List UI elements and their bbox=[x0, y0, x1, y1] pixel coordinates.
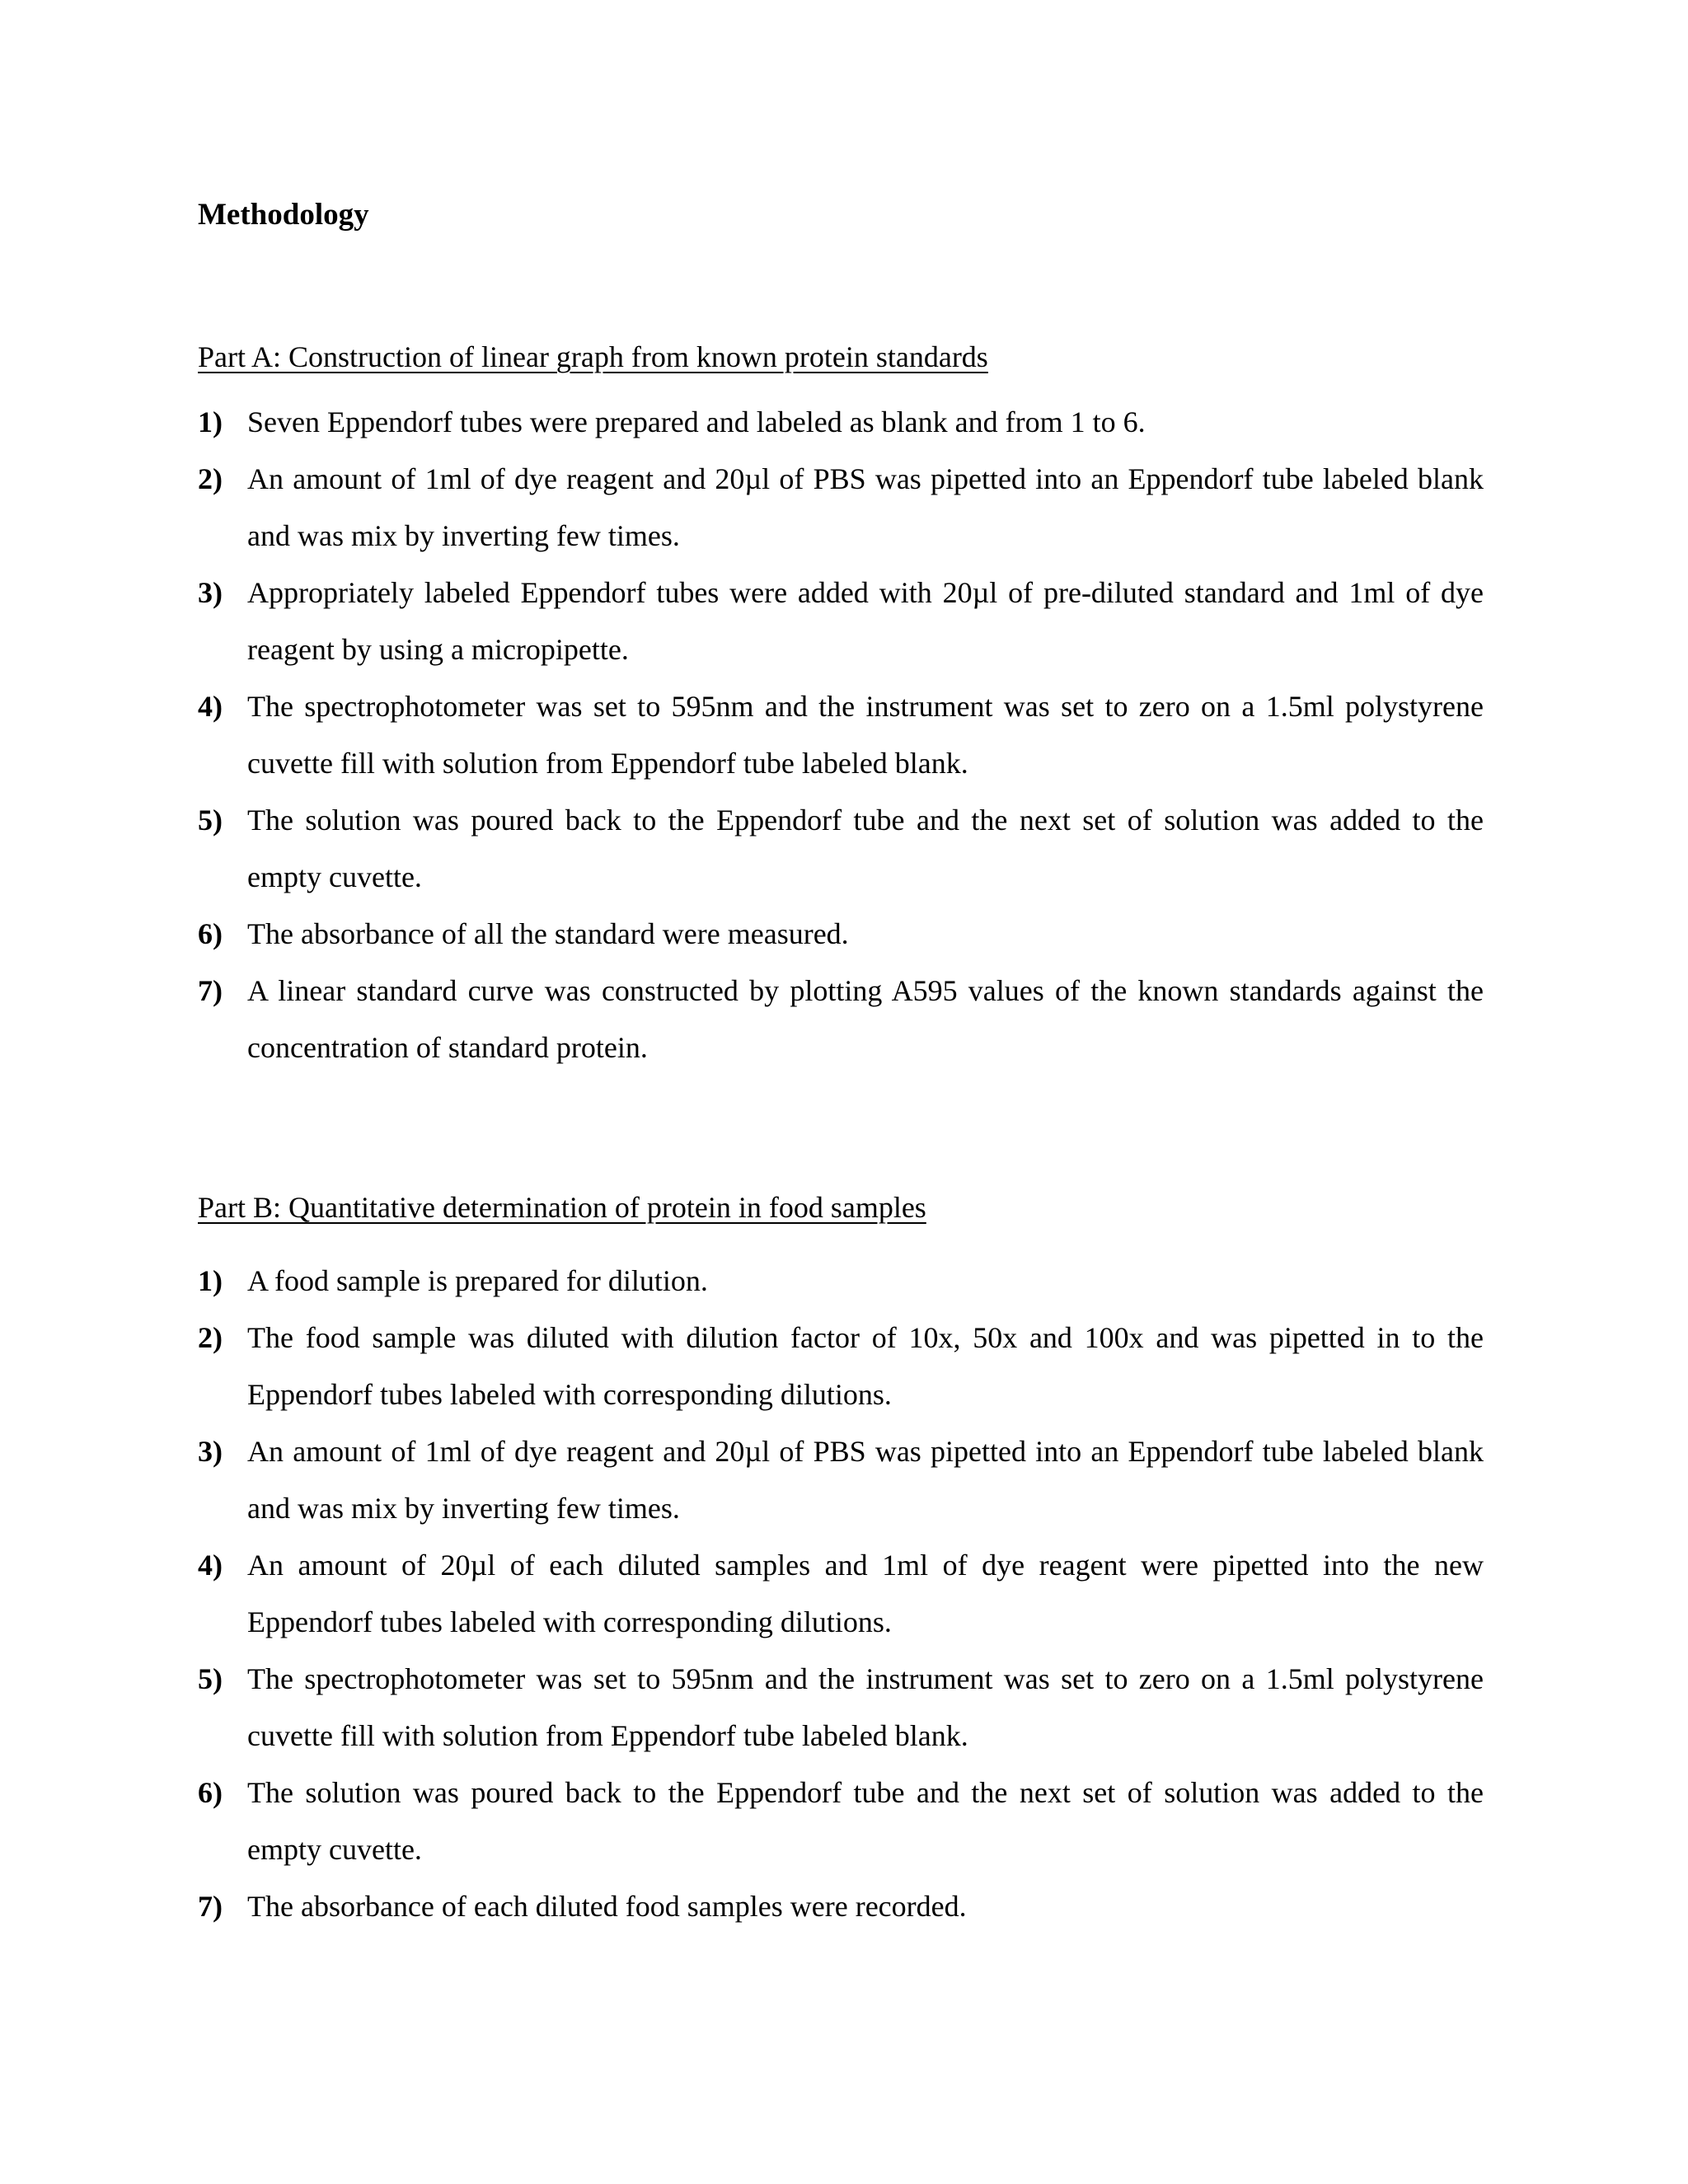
step-text: The absorbance of all the standard were measured. bbox=[247, 917, 849, 950]
list-item bbox=[198, 906, 1484, 963]
step-number: 6) bbox=[198, 917, 223, 950]
section-heading: Part B: Quantitative determination of protein in food samples bbox=[198, 1191, 926, 1224]
list-item bbox=[198, 565, 1484, 678]
list-item bbox=[198, 1651, 1484, 1765]
section-heading: Part A: Construction of linear graph from known protein standards bbox=[198, 340, 988, 373]
step-text: Seven Eppendorf tubes were prepared and labeled as blank and from 1 to 6. bbox=[247, 405, 1146, 438]
document-title: Methodology bbox=[198, 198, 369, 232]
step-text: The food sample was diluted with dilution factor of 10x, 50x and 100x and was pipetted in to the Eppendorf tubes labeled with corresponding dilutions. bbox=[247, 1321, 1484, 1411]
list-item bbox=[198, 394, 1484, 451]
step-number: 4) bbox=[198, 1549, 223, 1582]
step-text: An amount of 20µl of each diluted samples and 1ml of dye reagent were pipetted into the new Eppendorf tubes labeled with corresponding dilutions. bbox=[247, 1549, 1484, 1638]
step-number: 3) bbox=[198, 1435, 223, 1468]
section-part-a bbox=[198, 336, 1484, 1076]
step-text: The solution was poured back to the Eppendorf tube and the next set of solution was added to the empty cuvette. bbox=[247, 1776, 1484, 1866]
list-item bbox=[198, 1537, 1484, 1651]
step-list bbox=[198, 394, 1484, 1076]
step-number: 5) bbox=[198, 1662, 223, 1695]
step-text: The spectrophotometer was set to 595nm and the instrument was set to zero on a 1.5ml polystyrene cuvette fill with solution from Eppendorf tube labeled blank. bbox=[247, 1662, 1484, 1752]
step-text: The absorbance of each diluted food samples were recorded. bbox=[247, 1890, 967, 1923]
step-number: 4) bbox=[198, 690, 223, 723]
step-number: 2) bbox=[198, 462, 223, 495]
step-text: The spectrophotometer was set to 595nm and the instrument was set to zero on a 1.5ml polystyrene cuvette fill with solution from Eppendorf tube labeled blank. bbox=[247, 690, 1484, 780]
list-item bbox=[198, 451, 1484, 565]
list-item bbox=[198, 1878, 1484, 1935]
step-text: An amount of 1ml of dye reagent and 20µl of PBS was pipetted into an Eppendorf tube labeled blank and was mix by inverting few times. bbox=[247, 1435, 1484, 1525]
step-text: An amount of 1ml of dye reagent and 20µl of PBS was pipetted into an Eppendorf tube labeled blank and was mix by inverting few times. bbox=[247, 462, 1484, 552]
step-text: Appropriately labeled Eppendorf tubes were added with 20µl of pre-diluted standard and 1ml of dye reagent by using a micropipette. bbox=[247, 576, 1484, 666]
step-number: 7) bbox=[198, 974, 223, 1007]
step-number: 2) bbox=[198, 1321, 223, 1354]
list-item bbox=[198, 678, 1484, 792]
step-number: 5) bbox=[198, 804, 223, 837]
list-item bbox=[198, 963, 1484, 1076]
step-text: The solution was poured back to the Eppendorf tube and the next set of solution was added to the empty cuvette. bbox=[247, 804, 1484, 893]
list-item bbox=[198, 1253, 1484, 1310]
step-list bbox=[198, 1253, 1484, 1935]
step-number: 1) bbox=[198, 1264, 223, 1297]
step-text: A linear standard curve was constructed by plotting A595 values of the known standards against the concentration of standard protein. bbox=[247, 974, 1484, 1064]
list-item bbox=[198, 1310, 1484, 1423]
step-number: 1) bbox=[198, 405, 223, 438]
list-item bbox=[198, 1423, 1484, 1537]
list-item bbox=[198, 792, 1484, 906]
step-number: 3) bbox=[198, 576, 223, 609]
step-text: A food sample is prepared for dilution. bbox=[247, 1264, 708, 1297]
section-part-b bbox=[198, 1187, 1484, 1935]
step-number: 6) bbox=[198, 1776, 223, 1809]
step-number: 7) bbox=[198, 1890, 223, 1923]
list-item bbox=[198, 1765, 1484, 1878]
